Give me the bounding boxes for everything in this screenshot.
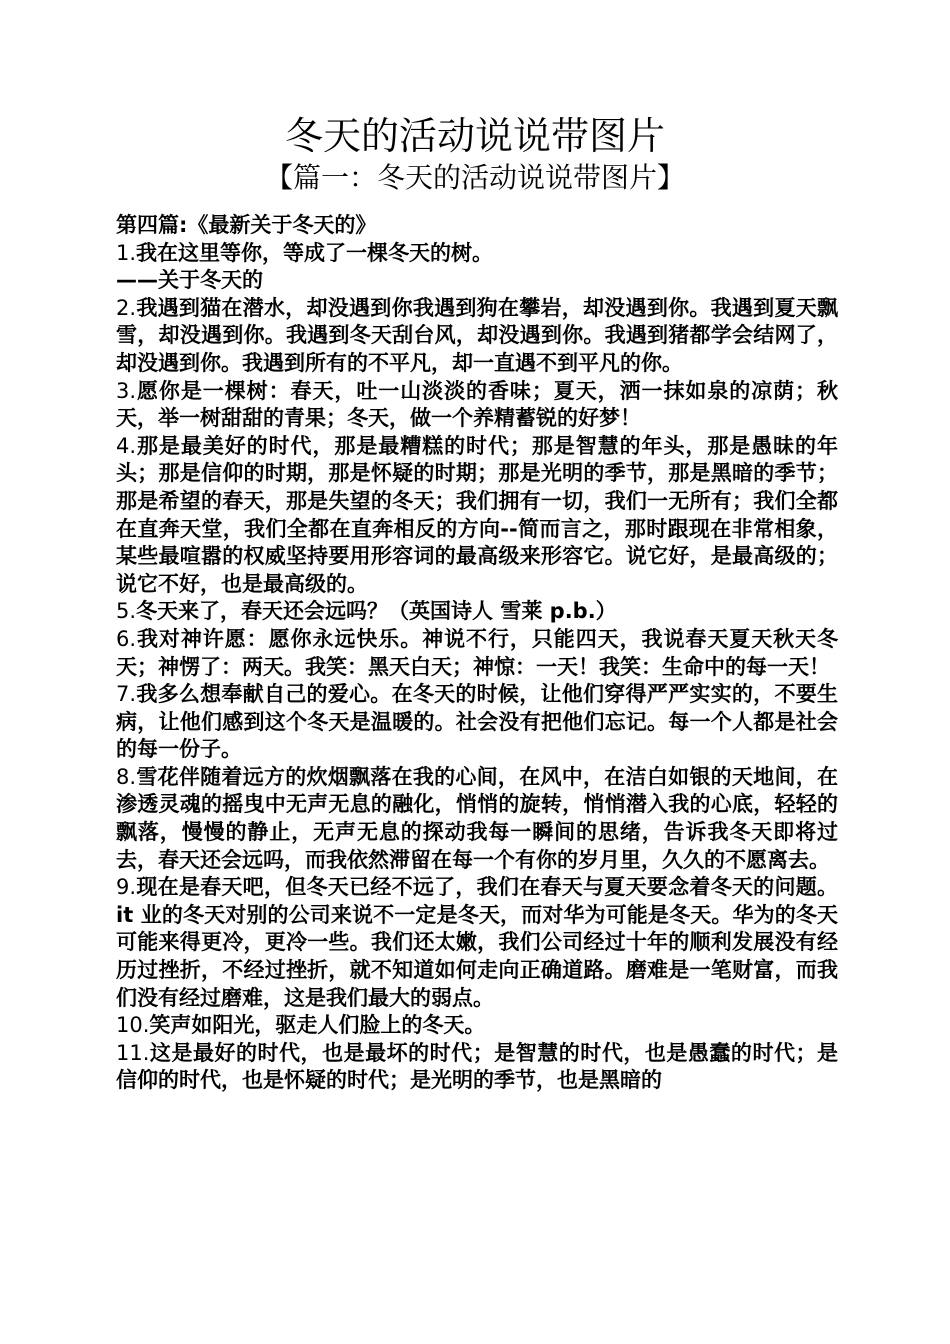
paragraph-text: 笑声如阳光，驱走人们脸上的冬天。: [149, 1013, 486, 1038]
paragraph-text: 我对神许愿：愿你永远快乐。神说不行，只能四天，我说春天夏天秋天冬天；神愣了：两天。我笑：黑天白天；神惊：一天！我笑：生命中的每一天！: [116, 626, 838, 679]
paragraph-number: 9.: [116, 875, 137, 900]
paragraph-7: [116, 681, 838, 764]
paragraph-text: 我在这里等你，等成了一棵冬天的树。: [136, 240, 494, 265]
paragraph-number: 7.: [116, 682, 137, 707]
paragraph-number: 11.: [116, 1040, 150, 1065]
paragraph-text: 我多么想奉献自己的爱心。在冬天的时候，让他们穿得严严实实的，不要生病，让他们感到这个冬天是温暖的。社会没有把他们忘记。每一个人都是社会的每一份子。: [116, 682, 838, 762]
document-title: 冬天的活动说说带图片: [284, 114, 665, 158]
paragraph-number: 4.: [116, 433, 137, 458]
paragraph-text: ——关于冬天的: [116, 268, 263, 293]
paragraph-8: [116, 764, 838, 874]
section-heading: 第四篇:《最新关于冬天的》: [116, 213, 377, 237]
paragraph-text: 我遇到猫在潜水，却没遇到你我遇到狗在攀岩，却没遇到你。我遇到夏天飘雪，却没遇到你。我遇到冬天刮台风，却没遇到你。我遇到猪都学会结网了，却没遇到你。我遇到所有的不平凡，却一直遇不到平凡的你。: [116, 295, 838, 375]
paragraph-number: 10.: [116, 1013, 150, 1038]
paragraph-2: [116, 295, 838, 378]
paragraph-text: 雪花伴随着远方的炊烟飘落在我的心间，在风中，在洁白如银的天地间，在渗透灵魂的摇曳中无声无息的融化，悄悄的旋转，悄悄潜入我的心底，轻轻的飘落，慢慢的静止，无声无息的探动我每一瞬间的思绪，告诉我冬天即将过去，春天还会远吗，而我依然滞留在每一个有你的岁月里，久久的不愿离去。: [116, 764, 838, 872]
paragraph-1: [116, 240, 838, 268]
paragraph-5: [116, 598, 838, 626]
paragraph-text: 那是最美好的时代，那是最糟糕的时代；那是智慧的年头，那是愚昧的年头；那是信仰的时期，那是怀疑的时期；那是光明的季节，那是黑暗的季节；那是希望的春天，那是失望的冬天；我们拥有一切，我们一无所有；我们全都在直奔天堂，我们全都在直奔相反的方向--简而言之，那时跟现在非常相象，某些最喧嚣的权威坚持要用形容词的最高级来形容它。说它好，是最高级的；说它不好，也是最高级的。: [116, 433, 838, 596]
paragraph-3: [116, 378, 838, 433]
paragraph-6: [116, 626, 838, 681]
paragraph-10: [116, 1012, 838, 1040]
paragraph-number: 2.: [116, 295, 137, 320]
paragraph-4: [116, 433, 838, 599]
paragraph-number: 6.: [116, 626, 137, 651]
document-body: [116, 212, 838, 1095]
paragraph-text: 冬天来了，春天还会远吗？（英国诗人 雪莱 p.b.）: [136, 599, 617, 624]
paragraph-text: 愿你是一棵树：春天，吐一山淡淡的香味；夏天，洒一抹如泉的凉荫；秋天，举一树甜甜的青果；冬天，做一个养精蓄锐的好梦！: [116, 378, 838, 431]
paragraph-11: [116, 1040, 838, 1095]
paragraph-9: [116, 874, 838, 1012]
paragraph-number: 3.: [116, 378, 137, 403]
paragraph-number: 8.: [116, 764, 137, 789]
paragraph-attribution: [116, 267, 838, 295]
document-subtitle: 【篇一：冬天的活动说说带图片】: [264, 161, 685, 194]
paragraph-number: 5.: [116, 599, 137, 624]
paragraph-number: 1.: [116, 240, 137, 265]
paragraph-text: 现在是春天吧，但冬天已经不远了，我们在春天与夏天要念着冬天的问题。it 业的冬天对别的公司来说不一定是冬天，而对华为可能是冬天。华为的冬天可能来得更冷，更冷一些。我们还太嫩，我们公司经过十年的顺利发展没有经历过挫折，不经过挫折，就不知道如何走向正确道路。磨难是一笔财富，而我们没有经过磨难，这是我们最大的弱点。: [116, 875, 838, 1010]
paragraph-text: 这是最好的时代，也是最坏的时代；是智慧的时代，也是愚蠢的时代；是信仰的时代，也是怀疑的时代；是光明的季节，也是黑暗的: [116, 1040, 838, 1093]
